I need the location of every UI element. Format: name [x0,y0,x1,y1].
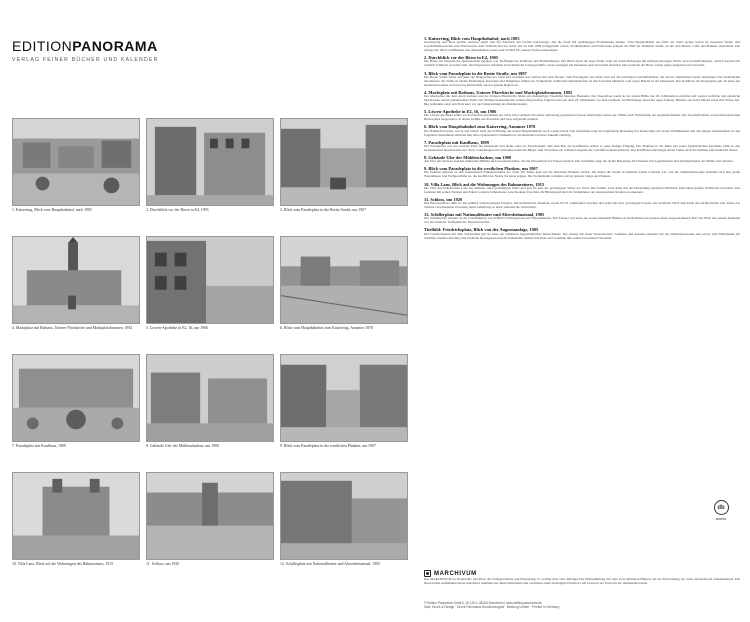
photo-cell [146,236,274,330]
entry [424,227,740,240]
photo-caption: 6. Blick vom Hauptbahnhof zum Kaiserring, Ansamer 1878 [280,326,374,330]
entry-title: 4. Marktplatz mit Rathaus, Unterer Pfarrkirche und Marktplatzbrunnen, 1892 [424,89,573,95]
entry [424,71,740,88]
entry [424,124,740,137]
entry-title: Titelbild: Friedrichsplatz, Blick von der Augustaanlage, 1905 [424,227,539,233]
photo-cell [12,354,140,448]
photo-cell [280,354,408,448]
footer-line: © Edition Panorama GmbH | 18 | 25-1-48163 Mannheim | www.editionpanorama.de [424,601,542,605]
photo-caption: 3. Blick vom Paradeplatz in die Breite Straße, um 1907 [280,208,367,212]
entry-body: Der Schillerplatz erinnert an die Uraufführung von Schillers Erstlingswerk am Nationaltheater. Das Theater war eines der ersten stehenden Bühnen in Deutschland und genoss einen ausgezeichneten Ruf. Der Platz mit seinem Denkmal war ein beliebter Treffpunkt der Theaterbesucher. [424,216,740,225]
marchivum-logo [424,570,740,577]
marchivum-section [424,570,740,586]
brand-logo [12,38,252,63]
description-column [424,36,740,243]
entry-title: 12. Schillerplatz mit Nationaltheater und Altersheimatsaal, 1905 [424,212,545,218]
marchivum-logo-icon [424,570,431,577]
entry-body: Am Ufer des Neckars standen zahlreiche Mühlen und Gewerbebetriebe, die die Wasserkraft des Flusses nutzten. Die Aufnahme zeigt die dichte Bebauung am Flussufer mit Lagerhäusern und Wohngebäuden der Müller und Arbeiter. [424,159,734,164]
photo [280,354,408,442]
entry-body: Der Paradeplatz war der zentrale Platz der Innenstadt und diente einst als Exerzierplatz. Mit dem Bau des Kaufhauses erhielt er seine heutige Prägung. Der Brunnen in der Mitte mit seiner figurenreichen Pyramide zählt zu den bedeutendsten Kunstwerken der Stadt. Grünanlagen und Sitzbänke luden die Bürger zum Verweilen ein, während ringsum der Geschäftsverkehr pulsierte. Das Kaufhaus beherbergte neben Läden auch das Rathaus und städtische Ämter. [424,143,740,152]
photo-caption: 1. Kaiserring, Blick vom Hauptbahnhof, nach 1905 [12,208,92,212]
entry-title: 11. Schloss, um 1920 [424,196,463,202]
entry-body: Die Planken gehören zu den bekanntesten Einkaufsstraßen der Stadt. Ihr Name geht auf die hölzernen Planken zurück, mit denen die Straße in früheren Zeiten befestigt war. Um die Jahrhundertwende siedelten sich hier große Warenhäuser und Fachgeschäfte an, die das Bild der Straße bis heute prägen. Die Straßenbahn verkehrte auf der ganzen Länge der Planken. [424,170,740,179]
entry [424,90,740,107]
entry [424,140,740,153]
photo-cell [280,236,408,330]
photo-cell [146,354,274,448]
entry-title: 10. Villa Lanz, Blick auf die Wohnungen des Bahnareiners, 1915 [424,181,545,187]
entry-title: 5. Löwen-Apotheke in E2, 16, um 1906 [424,109,497,115]
photo [146,354,274,442]
entry-title: 1. Kaiserring, Blick vom Hauptbahnhof, nach 1905 [424,36,520,41]
photo [280,472,408,560]
photo-cell [12,118,140,212]
entry [424,166,740,179]
entry-body: Die Börse, im Zentrum der Quadratestadt gelegen, war Treffpunkt der Kaufleute und Handelshäuser. Der Blick durch die enge Straße zeigt die dichte Bebauung mit mehrgeschossigen Wohn- und Geschäftshäusern, deren Fassaden mit reichem Schmuck versehen sind. Im Erdgeschoss befanden sich zahlreiche Ladengeschäfte, deren Auslagen die Passanten zum Verweilen einluden. Das Gebäude der Börse wurde später umgebaut und erweitert. [424,59,740,68]
entry [424,197,740,210]
photo [146,118,274,206]
photo [12,354,140,442]
imprint-footer [424,601,740,609]
brand-name-bold: PANORAMA [72,38,158,54]
photo-cell [12,472,140,566]
entry [424,155,740,164]
entry-body: Gleichzeitig und ihres großen Ausbaus ergab sich der Eindruck des breiten Kaiserrings, den die Stadt mit großzügigen Prachtbauten säumte. Vom Hauptbahnhof aus führt die breite Achse vorbei an eleganten Wohn- und Geschäftshäusern hin zum Wasserturm, dem Wahrzeichen der Stadt, das im Jahr 1889 fertiggestellt wurde. Straßenbahnen und Fuhrwerke prägten das Bild der lebhaften Straße, an der sich Hotels, Cafés und Banken ansiedelten. Die Anlage mit ihren Grünflächen und Alleebäumen wurde zum Vorbild für weitere Stadterweiterungen. [424,40,740,53]
entry-body: Das Barockschloss zählt zu den größten Schlossanlagen Europas. Die kurfürstliche Residenz wurde im 18. Jahrhundert errichtet und prägt mit ihrer gewaltigen Fassade das Stadtbild. Nach dem Ende der kurfürstlichen Zeit diente das Schloss verschiedenen Zwecken, heute beherbergt es unter anderem die Universität. [424,201,740,210]
entry-body: Der Friedrichsplatz mit dem Wasserturm gilt als einer der schönsten Jugendstilplätze Deutschlands. Die Anlage mit ihren Wasserbecken, Fontänen und Arkaden entstand um die Jahrhundertwende und wurde zum Mittelpunkt der östlichen Stadterweiterung. Die Festhalle Rosengarten und die Kunsthalle rahmen den Platz und verleihen ihm seinen besonderen Charakter. [424,231,740,240]
photo [12,118,140,206]
entry-body: Die Löwen-Apotheke zählte zu den ältesten Apotheken der Stadt. Das Gebäude mit seiner aufwendig gestalteten Fassade beherbergte neben der Offizin auch Wohnräume der Apothekerfamilie. Die Geschäftsräume waren mit kunstvollen Holzregalen ausgestattet, in denen Gefäße aus Porzellan und Glas aufgereiht standen. [424,113,740,122]
entry-title: 2. Durchblick vor der Börse in E4, 1905 [424,55,499,61]
photo-cell [12,236,140,330]
entry [424,212,740,225]
photo [280,118,408,206]
photo [146,472,274,560]
photo-cell [280,118,408,212]
photo-caption: 10. Villa Lanz, Blick auf die Wohnungen des Bahnareiners, 1915 [12,562,114,566]
entry [424,55,740,68]
entry [424,36,740,53]
entry-title: 8. Gebäude Ufer der Mühlenchadens, um 1900 [424,154,512,160]
marchivum-name: MARCHIVUM [434,570,477,577]
entry [424,182,740,195]
archiv-logo [706,500,736,521]
photo [12,236,140,324]
photo-caption: 4. Marktplatz mit Rathaus, Unterer Pfarrkirche und Marktplatzbrunnen, 1892 [12,326,133,330]
brand-tagline: VERLAG FEINER BÜCHER UND KALENDER [12,57,159,63]
entry-title: 9. Blick vom Paradeplatz in die westlichen Planken, um 1907 [424,166,538,172]
entry-title: 7. Paradeplatz mit Kaufhaus, 1899 [424,139,489,145]
entry-body: Die Breite Straße bildet seit jeher die Hauptachse der Stadt und verbindet das Schloss mit dem Neckar. Vom Paradeplatz aus blickt man auf die prächtigen Geschäftshäuser, die um die Jahrhundertwende entstanden. Die Straßenbahn durchquerte die Straße in beiden Richtungen, Kutschen und Fußgänger füllten das Straßenbild. Zahlreiche Reklametafeln an den Fassaden kündeten vom regen Handel in der Innenstadt. Das Kaufhaus am Paradeplatz galt als eines der modernsten seiner Zeit und zog Kundschaft aus der ganzen Region an. [424,74,740,87]
entry [424,109,740,122]
photo-cell [146,472,274,566]
entry-body: Der Bahnhofsvorplatz war in den Jahren nach der Eröffnung des neuen Hauptbahnhofs noch wenig bebaut. Die Aufnahme zeigt die beginnende Bebauung des Kaiserrings mit ersten Wohnhäusern und den jungen Alleebäumen. In den folgenden Jahrzehnten entstand hier eine repräsentative Straßenfront, die Reisende bei ihrer Ankunft empfing. [424,128,740,137]
footer-line: Satz, Druck & Design · Druck Panorama Druckerzeugnis · Bindung Leimer · Printed in Germany [424,605,560,609]
brand-name-light: EDITION [12,38,73,54]
entry-title: 6. Blick vom Hauptbahnhof zum Kaiserring, Ansamer 1878 [424,124,536,130]
photo [12,472,140,560]
entry-body: Der Marktplatz mit dem Alten Rathaus und der Unteren Pfarrkirche bildet ein einzigartiges Ensemble barocker Baukunst. Der Doppelbau wurde in der ersten Hälfte des 18. Jahrhunderts errichtet und vereint weltliche und geistliche Macht unter einem gemeinsamen Turm. Der Marktplatzbrunnen mit seinen allegorischen Figuren steht seit dem 18. Jahrhundert vor dem Gebäude. An Markttagen herrschte reges Treiben, Händler aus dem Umland boten ihre Waren feil. Die Aufnahme zeigt den Platz kurz vor der Umgestaltung der Randbebauung. [424,94,740,106]
archiv-logo-label: archiv [715,516,727,521]
photo-caption: 5. Lowen-Apotheke in E2, 16, um 1906 [146,326,208,330]
photo-caption: 2. Durchblick vor der Börse in E4, 1905 [146,208,209,212]
marchivum-body: Das MARCHIVUM ist Stadtarchiv und Haus der Stadtgeschichte und Erinnerung. Es verfügt über eine umfangreiche Bildsammlung mit rund zwei Millionen Bildern, die die Entwicklung der Stadt eindrucksvoll dokumentieren. Die historischen Aufnahmen dieses Kalenders stammen aus diesen Beständen und vermitteln einen lebendigen Eindruck vom Leben in der Stadt um die Jahrhundertwende. [424,577,740,585]
photo-cell [146,118,274,212]
archiv-logo-icon: db [714,500,729,515]
brand-name [12,38,252,54]
photo-caption: 11. Schloss, um 1920 [146,562,180,566]
photo [280,236,408,324]
entry-title: 3. Blick vom Paradeplatz in die Breite Straße, um 1907 [424,70,527,76]
photo-caption: 8. Gebäude Ufer der Mühlenchadens, um 1900 [146,444,220,448]
photo-caption: 12. Schillerplatz mit Nationaltheater und Altersheimatsaal, 1905 [280,562,381,566]
entry-body: Die Villa des Industriellen Lanz lag inmitten eines großzügigen Parks und galt als eine der prächtigsten Villen der Stadt. Die Familie Lanz hatte mit der Herstellung landwirtschaftlicher Maschinen großen Wohlstand erworben. Das Gebäude mit seinen Türmen und Erkern vereinte Stilelemente verschiedener Epochen. Im Hintergrund sind die Wohnhäuser der angrenzenden Straßen zu erkennen. [424,185,740,194]
photo [146,236,274,324]
photo-caption: 7. Paradeplatz mit Kaufhaus, 1899 [12,444,66,448]
photo-cell [280,472,408,566]
photo-caption: 9. Blick vom Paradeplatz in die westlichen Planken, um 1907 [280,444,376,448]
